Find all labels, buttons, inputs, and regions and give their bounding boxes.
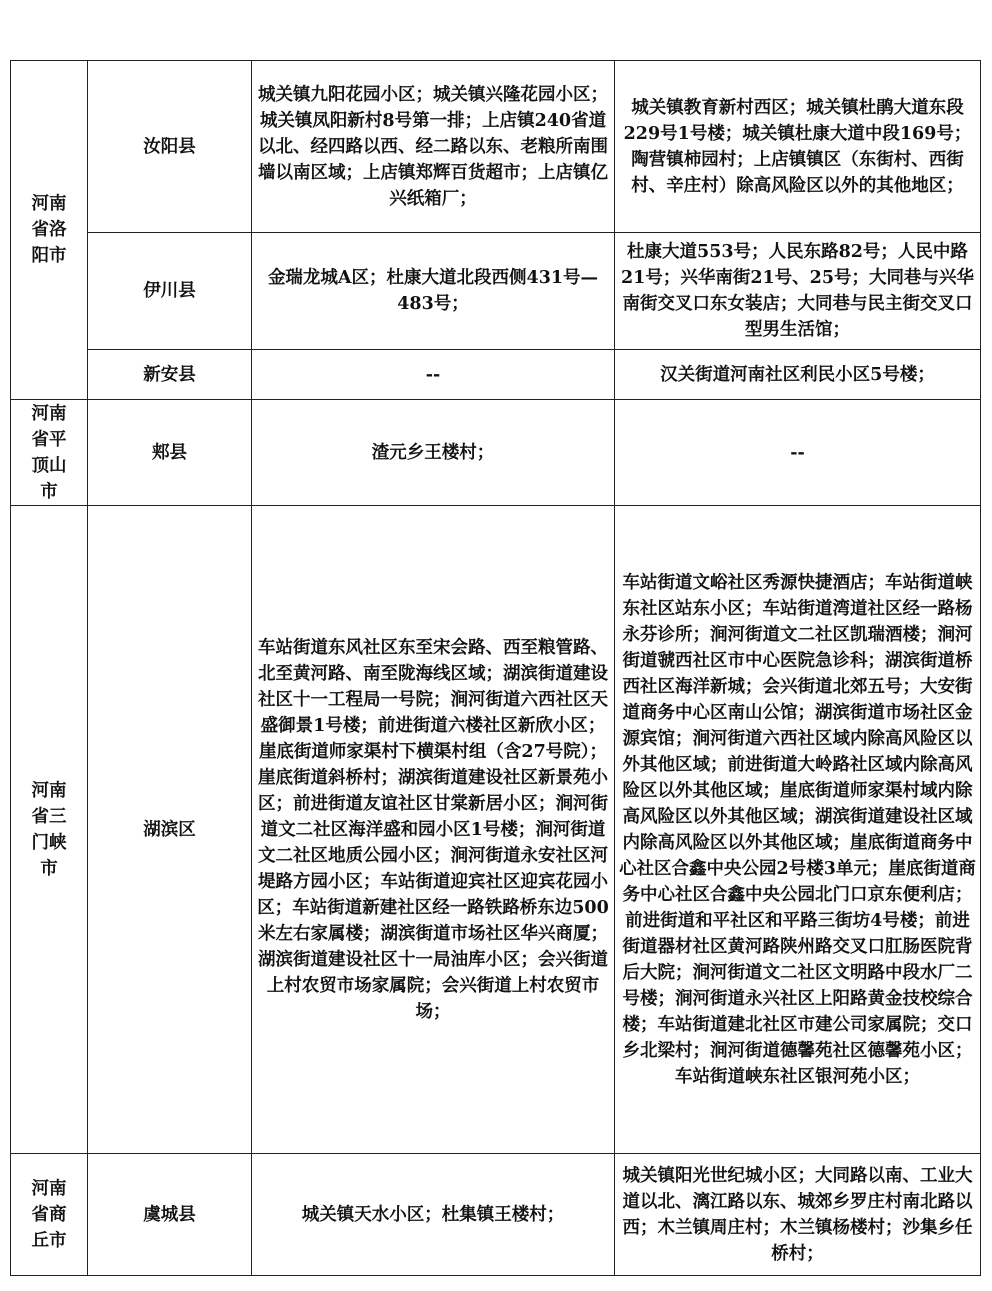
county-cell xyxy=(88,61,252,233)
table-row xyxy=(11,506,981,1154)
medium-risk-cell xyxy=(252,350,615,400)
medium-risk-cell xyxy=(252,1154,615,1276)
risk-area-table xyxy=(10,60,981,1276)
medium-risk-areas: 城关镇九阳花园小区；城关镇兴隆花园小区；城关镇凤阳新村8号第一排；上店镇240省道以北、经四路以西、经二路以东、老粮所南围墙以南区域；上店镇郑辉百货超市；上店镇亿兴纸箱厂； xyxy=(258,84,608,209)
city-cell xyxy=(11,400,88,506)
table-row xyxy=(11,400,981,506)
city-cell xyxy=(11,61,88,400)
county-cell xyxy=(88,233,252,350)
low-risk-areas: -- xyxy=(790,442,805,463)
medium-risk-areas: -- xyxy=(425,364,441,385)
table-row xyxy=(11,233,981,350)
medium-risk-cell xyxy=(252,400,615,506)
county-name: 伊川县 xyxy=(143,281,196,301)
low-risk-cell xyxy=(615,400,981,506)
low-risk-areas: 汉关街道河南社区利民小区5号楼； xyxy=(660,364,935,385)
county-name: 新安县 xyxy=(143,364,196,385)
medium-risk-areas: 金瑞龙城A区；杜康大道北段西侧431号—483号； xyxy=(267,268,599,314)
county-cell xyxy=(88,506,252,1154)
medium-risk-cell xyxy=(252,506,615,1154)
county-cell xyxy=(88,1154,252,1276)
city-cell xyxy=(11,506,88,1154)
county-name: 郏县 xyxy=(152,442,187,463)
county-name: 湖滨区 xyxy=(143,819,196,840)
low-risk-cell xyxy=(615,61,981,233)
low-risk-cell xyxy=(615,1154,981,1276)
table-row xyxy=(11,350,981,400)
county-name: 虞城县 xyxy=(143,1204,196,1225)
city-cell xyxy=(11,1154,88,1276)
county-name: 汝阳县 xyxy=(143,136,196,157)
city-name: 河南省三门峡市 xyxy=(31,780,67,879)
low-risk-cell xyxy=(615,506,981,1154)
city-name: 河南省平顶山市 xyxy=(31,403,67,502)
low-risk-areas: 城关镇阳光世纪城小区；大同路以南、工业大道以北、漓江路以东、城郊乡罗庄村南北路以西；木兰镇周庄村；木兰镇杨楼村；沙集乡任桥村； xyxy=(622,1165,973,1264)
medium-risk-areas: 渣元乡王楼村； xyxy=(371,442,495,463)
medium-risk-areas: 车站街道东风社区东至宋会路、西至粮管路、北至黄河路、南至陇海线区域；湖滨街道建设社区十一工程局一号院；涧河街道六西社区天盛御景1号楼；前进街道六楼社区新欣小区；崖底街道师家渠村下横渠村组（含27号院）；崖底街道斜桥村；湖滨街道建设社区新景苑小区；前进街道友谊社区甘棠新居小区；涧河街道文二社区海洋盛和园小区1号楼；涧河街道文二社区地质公园小区；涧河街道永安社区河堤路方园小区；车站街道迎宾社区迎宾花园小区；车站街道新建社区经一路铁路桥东边500米左右家属楼；湖滨街道市场社区华兴商厦；湖滨街道建设社区十一局油库小区；会兴街道上村农贸市场家属院；会兴街道上村农贸市场； xyxy=(257,637,609,1022)
county-cell xyxy=(88,400,252,506)
table-row xyxy=(11,61,981,233)
city-name: 河南省商丘市 xyxy=(31,1178,67,1251)
low-risk-cell xyxy=(615,350,981,400)
city-name: 河南省洛阳市 xyxy=(31,194,67,266)
low-risk-areas: 车站街道文峪社区秀源快捷酒店；车站街道峡东社区站东小区；车站街道湾道社区经一路杨永芬诊所；涧河街道文二社区凯瑞酒楼；涧河街道虢西社区市中心医院急诊科；湖滨街道桥西社区海洋新城；会兴街道北郊五号；大安街道商务中心区南山公馆；湖滨街道市场社区金源宾馆；涧河街道六西社区域内除高风险区以外其他区域；前进街道大岭路社区域内除高风险区以外其他区域；崖底街道师家渠村域内除高风险区以外其他区域；湖滨街道建设社区域内除高风险区以外其他区域；崖底街道商务中心社区合鑫中央公园2号楼3单元；崖底街道商务中心社区合鑫中央公园北门口京东便利店；前进街道和平社区和平路三街坊4号楼；前进街道器材社区黄河路陕州路交叉口肛肠医院背后大院；涧河街道文二社区文明路中段水厂二号楼；涧河街道永兴社区上阳路黄金技校综合楼；车站街道建北社区市建公司家属院；交口乡北梁村；涧河街道德馨苑社区德馨苑小区；车站街道峡东社区银河苑小区； xyxy=(619,572,976,1087)
low-risk-areas: 城关镇教育新村西区；城关镇杜鹃大道东段229号1号楼；城关镇杜康大道中段169号；陶营镇柿园村；上店镇镇区（东街村、西街村、辛庄村）除高风险区以外的其他地区； xyxy=(623,97,972,196)
county-cell xyxy=(88,350,252,400)
low-risk-cell xyxy=(615,233,981,350)
medium-risk-cell xyxy=(252,61,615,233)
low-risk-areas: 杜康大道553号；人民东路82号；人民中路21号；兴华南街21号、25号；大同巷与兴华南街交叉口东女装店；大同巷与民主街交叉口型男生活馆； xyxy=(620,242,975,340)
table-row xyxy=(11,1154,981,1276)
medium-risk-cell xyxy=(252,233,615,350)
medium-risk-areas: 城关镇天水小区；杜集镇王楼村； xyxy=(301,1204,565,1225)
